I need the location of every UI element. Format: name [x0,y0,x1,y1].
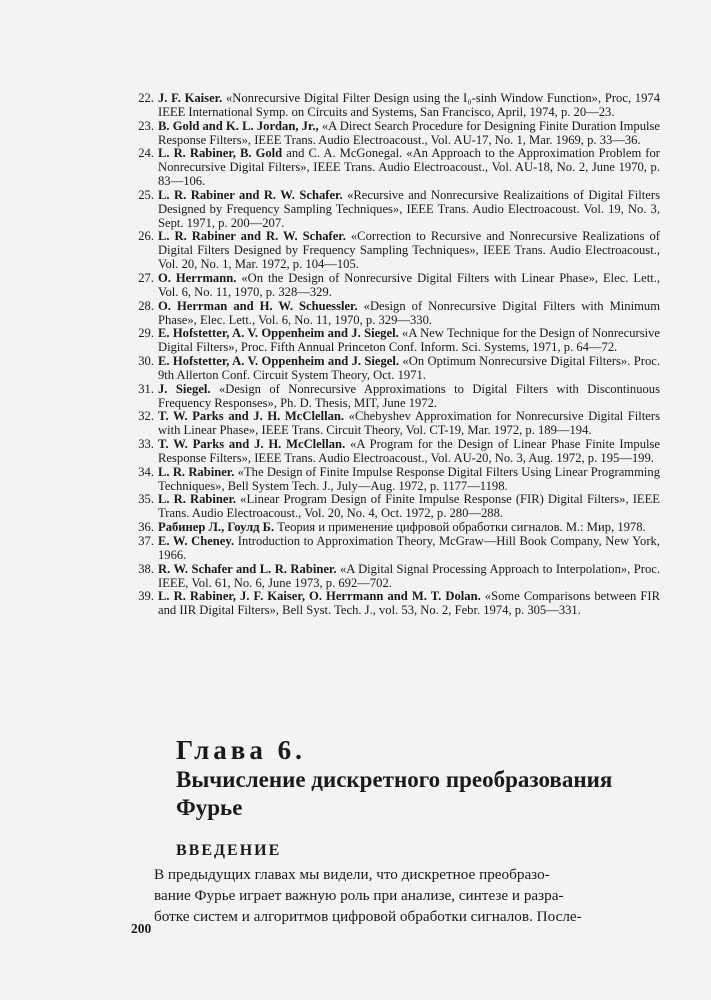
reference-authors: B. Gold and K. L. Jordan, Jr., [158,118,319,133]
reference-item [132,120,660,148]
reference-text: «Chebyshev Approximation for Nonrecursive Digital Filters with Linear Phase», IEEE Trans. Circuit Theory, Vol. CT-19, Mar. 1972, p. 189—194. [158,409,660,438]
reference-number: 27. [138,270,154,285]
reference-authors: T. W. Parks and J. H. McClellan. [158,437,346,452]
reference-text: «On the Design of Nonrecursive Digital Filters with Linear Phase», Elec. Lett., Vol. 6, No. 11, 1970, p. 328—329. [158,270,660,299]
reference-number: 35. [138,492,154,507]
reference-authors: L. R. Rabiner and R. W. Schafer. [158,229,346,244]
reference-text: Introduction to Approximation Theory, McGraw—Hill Book Company, New York, 1966. [158,534,660,562]
reference-authors: O. Herrmann. [158,270,237,285]
reference-number: 33. [138,437,154,452]
reference-authors: L. R. Rabiner, B. Gold [158,146,283,161]
reference-item [132,147,660,189]
reference-authors: L. R. Rabiner and R. W. Schafer. [158,187,343,202]
reference-number: 26. [138,229,154,244]
reference-authors: T. W. Parks and J. H. McClellan. [158,409,345,424]
reference-text: «A Program for the Design of Linear Phase Finite Impulse Response Filters», IEEE Trans. Audio Electroacoust., Vol. AU-20, No. 3, Aug. 1972, p. 195—199. [158,437,660,465]
reference-number: 28. [138,298,154,313]
body-text [154,864,660,927]
reference-item [132,327,660,355]
reference-number: 24. [138,146,154,161]
reference-number: 22. [138,91,154,105]
reference-number: 30. [138,354,154,369]
reference-text: «The Design of Finite Impulse Response Digital Filters Using Linear Programming Techniques», Bell System Tech. J., July—Aug. 1972, p. 1177—1198. [158,464,660,493]
reference-number: 32. [138,409,154,424]
reference-number: 25. [138,187,154,202]
reference-text: «Recursive and Nonrecursive Realizaitions of Digital Filters Designed by Frequency Sampling Techniques», IEEE Trans. Audio Electroacoust. Vol. 19, No. 3, Sept. 1971, p. 200—207. [158,187,660,230]
body-line: ботке систем и алгоритмов цифровой обработки сигналов. После- [154,908,582,925]
reference-text: Теория и применение цифровой обработки сигналов. М.: Мир, 1978. [274,520,646,535]
reference-number: 23. [138,118,154,133]
reference-item [132,493,660,521]
reference-authors: L. R. Rabiner. [158,492,237,507]
reference-text: «On Optimum Nonrecursive Digital Filters». Proc. 9th Allerton Conf. Circuit System Theory, Oct. 1971. [158,354,660,382]
reference-number: 34. [138,464,154,479]
page-number: 200 [131,921,152,936]
reference-number: 38. [138,561,154,576]
reference-authors: E. Hofstetter, A. V. Oppenheim and J. Siegel. [158,354,400,369]
reference-item [132,355,660,383]
reference-item [132,535,660,563]
reference-authors: E. W. Cheney. [158,534,235,548]
reference-authors: J. F. Kaiser. [158,91,223,105]
reference-item [132,272,660,300]
reference-number: 29. [138,326,154,341]
reference-text: «A New Technique for the Design of Nonrecursive Digital Filters», Proc. Fifth Annual Princeton Conf. Inform. Sci. Systems, 1971, p. 64—72. [158,326,660,355]
reference-text: «A Direct Search Procedure for Designing Finite Duration Impulse Response Filters», IEEE Trans. Audio Electroacoust., Vol. AU-17, No. 1, Mar. 1969, p. 33—36. [158,118,660,147]
reference-item [132,410,660,438]
reference-text: «Some Comparisons between FIR and IIR Digital Filters», Bell Syst. Tech. J., vol. 53, No. 2, Febr. 1974, p. 305—331. [158,589,660,618]
reference-text: «Correction to Recursive and Nonrecursive Realizations of Digital Filters Designed by Frequency Sampling Techniques», IEEE Trans. Audio Electroacoust., Vol. 20, No. 1, Mar. 1972, p. 104—105. [158,229,661,272]
reference-item [132,189,660,231]
reference-item [132,563,660,591]
body-line: В предыдущих главах мы видели, что дискретное преобразо- [154,866,550,883]
reference-text: «Nonrecursive Digital Filter Design using the I₀-sinh Window Function», Proc, 1974 IEEE International Symp. on Circuits and Systems, San Francisco, April, 1974, p. 20—23. [158,91,660,119]
reference-number: 36. [138,520,154,535]
reference-item [132,300,660,328]
reference-authors: O. Herrman and H. W. Schuessler. [158,298,358,313]
reference-text: and C. A. McGonegal. «An Approach to the Approximation Problem for Nonrecursive Digital Filters», IEEE Trans. Audio Electroacoust., Vol. AU-18, No. 2, June 1970, p. 83—106. [158,146,660,189]
section-heading: ВВЕДЕНИЕ [176,842,282,859]
body-line: вание Фурье играет важную роль при анализе, синтезе и разра- [154,887,564,904]
reference-authors: L. R. Rabiner, J. F. Kaiser, O. Herrmann and M. T. Dolan. [158,589,481,604]
reference-text: «Linear Program Design of Finite Impulse Response (FIR) Digital Filters», IEEE Trans. Audio Electroacoust., Vol. 20, No. 4, Oct. 1972, p. 280—288. [158,492,660,521]
reference-item [132,521,660,535]
reference-item [132,230,660,272]
reference-authors: E. Hofstetter, A. V. Oppenheim and J. Siegel. [158,326,399,341]
reference-list [132,92,660,618]
reference-item [132,383,660,411]
reference-authors: L. R. Rabiner. [158,464,235,479]
reference-text: «Design of Nonrecursive Approximations to Digital Filters with Discontinuous Frequency Responses», Ph. D. Thesis, MIT, June 1972. [158,381,660,410]
reference-item [132,438,660,466]
reference-number: 31. [138,381,154,396]
chapter-title: Вычисление дискретного преобразования Фурье [176,767,613,820]
reference-text: «A Digital Signal Processing Approach to Interpolation», Proc. IEEE, Vol. 61, No. 6, June 1973, p. 692—702. [158,561,660,590]
reference-item [132,466,660,494]
reference-authors: Рабинер Л., Гоулд Б. [158,520,275,535]
reference-item [132,92,660,120]
reference-number: 39. [138,589,154,604]
reference-number: 37. [138,534,154,548]
reference-authors: R. W. Schafer and L. R. Rabiner. [158,561,337,576]
reference-text: «Design of Nonrecursive Digital Filters with Minimum Phase», Elec. Lett., Vol. 6, No. 11, 1970, p. 329—330. [158,298,660,327]
reference-item [132,590,660,618]
chapter-label: Глава 6. [176,735,306,765]
reference-authors: J. Siegel. [158,381,211,396]
